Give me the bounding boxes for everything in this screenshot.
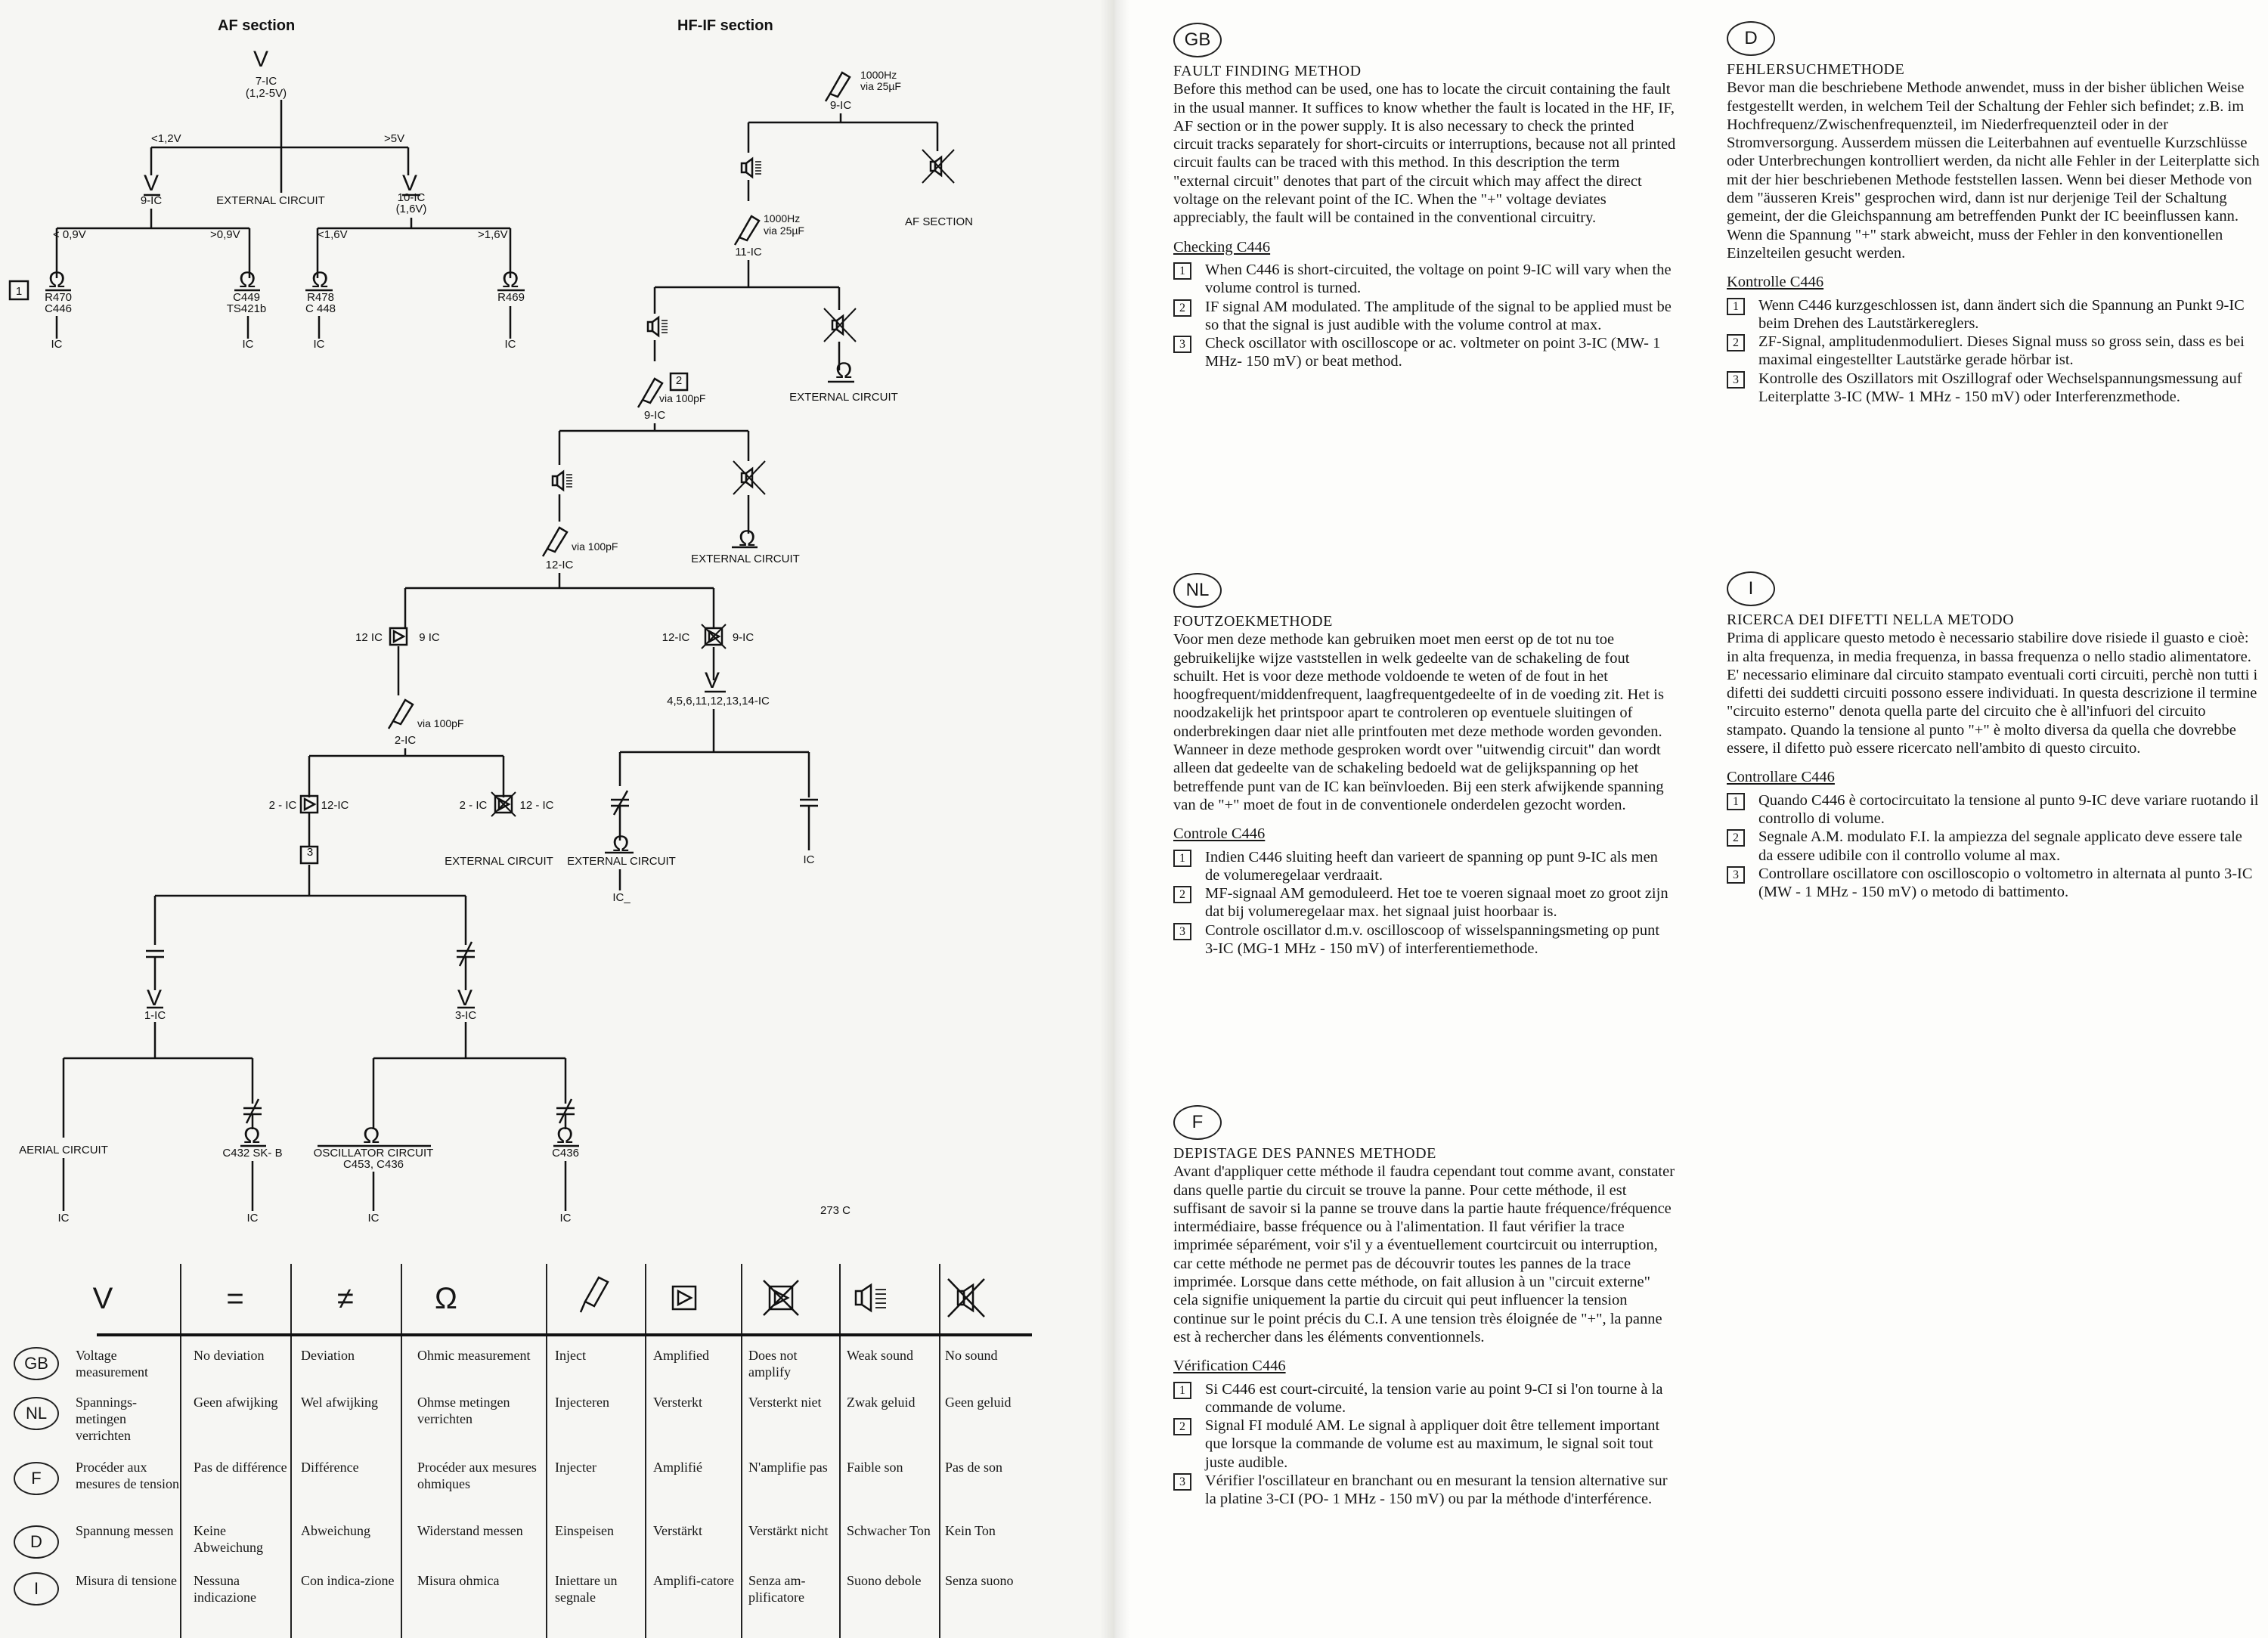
af-9ic-label: 9-IC	[140, 194, 163, 207]
legend-cell: Einspeisen	[555, 1523, 614, 1538]
legend-symbol-not-equal: ≠	[337, 1281, 354, 1315]
legend-cell: Amplified	[653, 1348, 709, 1363]
item-text: Si C446 est court-circuité, la tension varie au point 9-CI si l'on tourne à la commande de volume.	[1205, 1380, 1663, 1416]
legend-header-icons	[546, 1264, 1045, 1333]
legend-cell: Suono debole	[847, 1573, 922, 1588]
legend-row-i	[8, 1572, 1032, 1633]
lang-badge-nl-section: NL	[1173, 573, 1222, 608]
hf-9ic-amp-out: 9 IC	[419, 631, 440, 644]
hf-v-symbol-ics: V	[705, 668, 720, 693]
legend-cell: Versterkt	[653, 1395, 702, 1410]
list-item: 2 ZF-Signal, amplitudenmoduliert. Dieses Signal muss so gross sein, dass es bei maximal eingestellter Lautstärke gerade hörbar ist.	[1727, 333, 2260, 370]
hf-3ic: 3-IC	[454, 1009, 477, 1022]
lang-badge-i: I	[14, 1572, 59, 1605]
hf-ohm-ext-2: Ω	[739, 526, 756, 551]
hf-v-symbol-3ic: V	[457, 986, 473, 1011]
af-ohm-2: Ω	[239, 268, 256, 293]
hf-via25-2: via 25µF	[764, 224, 804, 237]
legend-cell: Keine Abweichung	[194, 1523, 263, 1555]
list-item: 2 Segnale A.M. modulato F.I. la ampiezza del segnale applicato deve essere tale da essere udibile con il controllo volume al max.	[1727, 828, 2260, 865]
item-text: Kontrolle des Oszillators mit Oszillograf oder Wechselspannungsmessung auf Leiterplatte 3-IC (MW- 1 MHz - 150 mV) oder Interferenzmethode.	[1758, 370, 2242, 406]
item-text: Wenn C446 kurzgeschlossen ist, dann ändert sich die Spannung an Punkt 9-IC beim Drehen des Lautstärkereglers.	[1758, 296, 2245, 332]
list-item: 1 Wenn C446 kurzgeschlossen ist, dann ändert sich die Spannung an Punkt 9-IC beim Drehen des Lautstärkereglers.	[1727, 296, 2260, 333]
af-v-symbol: V	[253, 47, 269, 72]
legend-cell: Senza suono	[945, 1573, 1014, 1588]
af-lt16-label: <1,6V	[318, 228, 348, 241]
af-gt5-label: >5V	[384, 132, 405, 145]
lang-badge-f-section: F	[1173, 1105, 1222, 1140]
list-item: 1 Quando C446 è cortocircuitato la tensione al punto 9-IC deve variare ruotando il controllo di volume.	[1727, 791, 2260, 828]
fault-finding-flow-diagram	[0, 0, 1104, 1259]
section-gb	[1173, 23, 1676, 371]
legend-cell: Kein Ton	[945, 1523, 996, 1538]
hf-9ic-2: 9-IC	[643, 409, 666, 422]
lang-badge-nl: NL	[14, 1397, 59, 1430]
hf-via100-1: via 100pF	[659, 392, 706, 404]
hf-external-4: EXTERNAL CIRCUIT	[567, 855, 676, 868]
hf-box2-number: 2	[675, 374, 683, 387]
section-title-i: RICERCA DEI DIFETTI NELLA METODO	[1727, 612, 2015, 628]
hf-v-symbol-1ic: V	[147, 986, 163, 1011]
list-item: 3 Controllare oscillatore con oscilloscopio o voltometro in alternata al punto 3-IC (MW - 1 MHz - 150 mV) o metodo di battimento.	[1727, 865, 2260, 902]
af-10ic-label: 10-IC	[397, 191, 426, 204]
section-i	[1727, 571, 2260, 901]
section-body-f: Avant d'appliquer cette méthode il faudra cependant tout comme avant, constater dans quelle partie du circuit se trouve la panne. Pour cette méthode, il est suffisant de savoir si la panne se trouve dans la partie haute fréquence/fréquence intermédiaire, basse fréquence ou à l'alimentation. Il faut vérifier la trace imprimée séparément, voir s'il y a éventuellement courtcircuit ou interruption, car cette méthode ne permet pas de découvrir toutes les pannes de la trace imprimée. Lorsque dans cette méthode, on fait allusion à un "circuit externe" cela signifie uniquement la partie du circuit qui peut influencer la tension continue sur le point précis du C.I. A une tension très éloignée de "+", la panne est à rechercher dans les éléments conventionnels.	[1173, 1163, 1675, 1345]
hf-via100-2: via 100pF	[572, 540, 618, 553]
legend-cell: No deviation	[194, 1348, 265, 1363]
hf-ohm-c436: Ω	[556, 1123, 574, 1148]
hf-aerial-circuit: AERIAL CIRCUIT	[19, 1144, 108, 1157]
hf-12ic-amp-in: 12 IC	[355, 631, 383, 644]
item-text: Segnale A.M. modulato F.I. la ampiezza del segnale applicato deve essere tale da essere udibile con il controllo volume al max.	[1758, 828, 2242, 864]
lang-badge-d: D	[14, 1525, 59, 1559]
legend-row-f	[8, 1459, 1032, 1519]
no-amplify-icon	[764, 1280, 798, 1315]
legend-symbol-ohm: Ω	[435, 1281, 457, 1315]
no-sound-icon	[948, 1279, 984, 1317]
list-item: 1 Si C446 est court-circuité, la tension varie au point 9-CI si l'on tourne à la commande de volume.	[1173, 1380, 1676, 1417]
legend-cell: Amplifié	[653, 1460, 702, 1475]
hf-1000hz-top: 1000Hz	[860, 69, 897, 81]
section-title-gb: FAULT FINDING METHOD	[1173, 63, 1362, 79]
hf-external-1: EXTERNAL CIRCUIT	[789, 391, 898, 404]
section-body-d: Bevor man die beschriebene Methode anwendet, muss in der bisher üblichen Weise festgestellt werden, in welchem Teil der Schaltung der Fehler sich befindet; z.B. im Hochfrequenz/Zwischenfrequenzteil, im Niederfrequenzteil oder in der Stromversorgung. Ausserdem müssen die Leiterbahnen auf eventuelle Kurzschlüsse oder Unterbrechungen kontrolliert werden, da nicht alle Fehler in der Leiterplatte sich mit der hier beschriebenen Methode feststellen lassen. Wenn bei dieser Methode von dem "äusseren Kreis" gesprochen wird, dann ist nur derjenige Teil der Schaltung gemeint, der die Gleichspannung am betreffenden Punkt der IC beeinflussen kann. Wenn die Spannung "+" stark abweicht, muss der Fehler in den konventionellen Einzelteilen gesucht werden.	[1727, 79, 2260, 262]
af-ohm-1: Ω	[48, 268, 66, 293]
legend-cell: Procéder aux mesures de tension	[76, 1460, 179, 1491]
hf-ic-osc: IC	[367, 1212, 380, 1225]
legend-cell: Misura di tensione	[76, 1573, 177, 1588]
section-body-nl: Voor men deze methode kan gebruiken moet men eerst op de tot nu toe gebruikelijke wijze vaststellen in welk gedeelte van de schakeling de fout schuilt. Het is voor deze methode voldoende te weten of de fout in het hoogfrequent/middenfrequent, laagfrequentgedeelte of in de voeding zit. Het is noodzakelijk het printspoor apart te controleren op eventuele sluitingen of onderbrekingen daar niet alle printfouten met deze methode worden gevonden. Wanneer in deze methode gesproken wordt over "uitwendig circuit" dan wordt alleen dat gedeelte van de schakeling bedoeld wat de gelijkspanning op het betreffende punt van de IC kan beïnvloeden. Bij een sterk afwijkende spanning van de "+" moet de fout in de conventionele onderdelen gezocht worden.	[1173, 631, 1664, 813]
hf-12ic-amp-out: 12-IC	[321, 799, 349, 812]
legend-symbol-equal: =	[226, 1281, 244, 1315]
lang-badge-f: F	[14, 1462, 59, 1495]
hf-ic-c432: IC	[246, 1212, 259, 1225]
list-item: 1 When C446 is short-circuited, the voltage on point 9-IC will vary when the volume control is turned.	[1173, 261, 1676, 298]
hf-c432: C432 SK- B	[222, 1147, 283, 1160]
legend-symbol-voltage: V	[92, 1281, 113, 1315]
item-text: ZF-Signal, amplitudenmoduliert. Dieses Signal muss so gross sein, dass es bei maximal eingestellter Lautstärke gerade hörbar ist.	[1758, 333, 2245, 369]
hf-ohm-ext-1: Ω	[835, 358, 853, 383]
af-lt09-label: < 0,9V	[53, 228, 86, 241]
af-r469: R469	[497, 291, 525, 304]
af-ic-a: IC	[51, 338, 63, 351]
legend-cell: Verstärkt	[653, 1523, 702, 1538]
legend-cell: Con indica-zione	[301, 1573, 395, 1588]
legend-cell: Différence	[301, 1460, 359, 1475]
legend-cell: Widerstand messen	[417, 1523, 523, 1538]
af-7ic-range: (1,2-5V)	[245, 87, 287, 100]
af-tree-lines	[10, 100, 525, 339]
hf-ic-underscore: IC_	[612, 891, 631, 904]
af-gt16-label: >1,6V	[478, 228, 508, 241]
af-lt12-label: <1,2V	[151, 132, 181, 145]
hf-af-section: AF SECTION	[904, 215, 974, 228]
section-f	[1173, 1105, 1676, 1509]
list-item: 1 Indien C446 sluiting heeft dan varieert de spanning op punt 9-IC als men de volumeregelaar verdraait.	[1173, 848, 1676, 885]
item-text: Indien C446 sluiting heeft dan varieert de spanning op punt 9-IC als men de volumeregelaar verdraait.	[1205, 848, 1658, 884]
section-title-nl: FOUTZOEKMETHODE	[1173, 613, 1333, 630]
check-title-i: Controllare C446	[1727, 769, 1835, 786]
af-gt09-label: >0,9V	[210, 228, 240, 241]
legend-cell: Ohmic measurement	[417, 1348, 531, 1363]
amplifier-icon	[673, 1287, 696, 1309]
legend-cell: N'amplifie pas	[748, 1460, 828, 1475]
legend-row-nl	[8, 1394, 1032, 1454]
hf-2ic: 2-IC	[394, 734, 417, 747]
hf-heading: HF-IF section	[677, 17, 773, 34]
hf-9ic-ampx-out: 9-IC	[732, 631, 754, 644]
section-title-d: FEHLERSUCHMETHODE	[1727, 61, 1905, 78]
af-c446: C446	[45, 302, 72, 315]
hf-box3-number: 3	[306, 846, 314, 859]
hf-12ic: 12-IC	[545, 559, 574, 571]
hf-external-2: EXTERNAL CIRCUIT	[691, 553, 800, 565]
legend-cell: Pas de différence	[194, 1460, 287, 1475]
hf-1000hz-2: 1000Hz	[764, 212, 801, 224]
list-item: 2 MF-signaal AM gemoduleerd. Het toe te voeren signaal moet zo groot zijn dat bij volumeregelaar max. het signaal juist hoorbaar is.	[1173, 884, 1676, 921]
hf-ohm-osc: Ω	[363, 1123, 380, 1148]
hf-ic-aerial: IC	[57, 1212, 70, 1225]
hf-ohm-c432: Ω	[243, 1123, 261, 1148]
check-title-gb: Checking C446	[1173, 238, 1271, 255]
legend-cell: Wel afwijking	[301, 1395, 379, 1410]
legend-cell: Versterkt niet	[748, 1395, 822, 1410]
hf-external-3: EXTERNAL CIRCUIT	[445, 855, 553, 868]
hf-ics-list: 4,5,6,11,12,13,14-IC	[667, 695, 770, 708]
af-ic-b: IC	[242, 338, 254, 351]
list-item: 3 Kontrolle des Oszillators mit Oszillograf oder Wechselspannungsmessung auf Leiterplatte 3-IC (MW- 1 MHz - 150 mV) oder Interferenzmethode.	[1727, 370, 2260, 407]
item-text: Controle oscillator d.m.v. oscilloscoop of wisselspanningsmeting op punt 3-IC (MG-1 MHz - 150 mV) of interferentiemethode.	[1205, 921, 1660, 958]
legend-cell: Spannung messen	[76, 1523, 174, 1538]
list-item: 2 Signal FI modulé AM. Le signal à appliquer doit être tellement important que lorsque la commande de volume est au maximum, le signal soit tout juste audible.	[1173, 1417, 1676, 1472]
hf-2ic-amp-in: 2 - IC	[268, 799, 297, 812]
item-text: Vérifier l'oscillateur en branchant ou en mesurant la tension alternative sur la platine 3-CI (PO- 1 MHz - 150 mV) ou par la méthode d'interférence.	[1205, 1472, 1668, 1508]
legend-cell: Injecter	[555, 1460, 596, 1475]
legend-cell: Voltage measurement	[76, 1348, 148, 1379]
legend-cell: Iniettare un segnale	[555, 1573, 618, 1605]
legend-cell: Zwak geluid	[847, 1395, 916, 1410]
hf-tree-lines	[64, 73, 954, 1211]
legend-cell: Pas de son	[945, 1460, 1002, 1475]
section-body-gb: Before this method can be used, one has to locate the circuit containing the fault in the usual manner. It suffices to know whether the fault is located in the HF, IF, AF section or in the power supply. It is also necessary to check the printed circuit tracks separately for short-circuits or interruptions, because not all printed circuit faults can be traced with this method. In this description the term "external circuit" denotes that part of the circuit which may affect the direct voltage on the relevant point of the IC. When the "+" voltage deviates appreciably, the fault will be contained in the conventional circuitry.	[1173, 81, 1676, 227]
legend-cell: Amplifi-catore	[653, 1573, 734, 1588]
list-item: 3 Vérifier l'oscillateur en branchant ou en mesurant la tension alternative sur la platine 3-CI (PO- 1 MHz - 150 mV) ou par la méthode d'interférence.	[1173, 1472, 1676, 1509]
hf-via100-3: via 100pF	[417, 717, 464, 729]
list-item: 3 Controle oscillator d.m.v. oscilloscoop of wisselspanningsmeting op punt 3-IC (MG-1 MHz - 150 mV) of interferentiemethode.	[1173, 921, 1676, 958]
book-gutter	[1100, 0, 1130, 1638]
legend-cell: Schwacher Ton	[847, 1523, 931, 1538]
item-text: IF signal AM modulated. The amplitude of the signal to be applied must be so that the signal is just audible with the volume control at max.	[1205, 298, 1672, 333]
af-ohm-3: Ω	[311, 268, 329, 293]
section-d	[1727, 21, 2260, 406]
item-text: Controllare oscillatore con oscilloscopio o voltometro in alternata al punto 3-IC (MW - 1 MHz - 150 mV) o metodo di battimento.	[1758, 865, 2253, 901]
lang-badge-gb-section: GB	[1173, 23, 1222, 57]
legend-cell: Geen afwijking	[194, 1395, 278, 1410]
item-text: Check oscillator with oscilloscope or ac. voltmeter on point 3-IC (MW- 1 MHz- 150 mV) or beat method.	[1205, 335, 1661, 370]
item-text: Quando C446 è cortocircuitato la tensione al punto 9-IC deve variare ruotando il controllo di volume.	[1758, 791, 2259, 827]
hf-via25-top: via 25µF	[860, 80, 901, 92]
af-10ic-voltage: (1,6V)	[395, 203, 427, 215]
af-box1-number: 1	[15, 285, 23, 298]
item-text: When C446 is short-circuited, the voltage on point 9-IC will vary when the volume control is turned.	[1205, 261, 1672, 297]
check-title-d: Kontrolle C446	[1727, 274, 1824, 291]
legend-cell: Misura ohmica	[417, 1573, 500, 1588]
af-r478: R478	[307, 291, 334, 304]
legend-cell: Inject	[555, 1348, 586, 1363]
inject-probe-icon	[581, 1277, 608, 1312]
hf-ic-c436: IC	[559, 1212, 572, 1225]
section-nl	[1173, 573, 1676, 958]
legend-cell: Abweichung	[301, 1523, 370, 1538]
af-external-circuit: EXTERNAL CIRCUIT	[216, 194, 325, 207]
af-ts421b: TS421b	[226, 302, 267, 315]
check-title-f: Vérification C446	[1173, 1358, 1286, 1375]
legend-cell: Faible son	[847, 1460, 903, 1475]
check-title-nl: Controle C446	[1173, 825, 1266, 843]
lang-badge-i-section: I	[1727, 571, 1775, 606]
section-body-i: Prima di applicare questo metodo è necessario stabilire dove risiede il guasto e cioè: in alta frequenza, in media frequenza, in bassa frequenza o nello stadio alimentatore. E' necessario eliminare dal circuito stampato eventuali corti circuiti, perchè non tutti i difetti dei suddetti circuiti possono essere individuati. In questa descrizione il termine "circuito esterno" denota quella parte del circuito che è all'infuori del circuito stampato. Quando la tensione al punto "+" è molto diversa da quella che dovrebbe essere, il difetto può essere ricercato nell'ambito di questo circuito.	[1727, 630, 2258, 757]
hf-c436: C436	[552, 1147, 579, 1160]
list-item: 2 IF signal AM modulated. The amplitude of the signal to be applied must be so that the signal is just audible with the volume control at max.	[1173, 298, 1676, 335]
legend-cell: Weak sound	[847, 1348, 914, 1363]
legend-cell: Verstärkt nicht	[748, 1523, 829, 1538]
legend-cell: Procéder aux mesures ohmiques	[417, 1460, 537, 1491]
af-heading: AF section	[218, 17, 296, 34]
legend-cell: Injecteren	[555, 1395, 609, 1410]
weak-sound-icon	[856, 1285, 886, 1311]
af-9ic-v-symbol: V	[144, 171, 160, 196]
legend-cell: Geen geluid	[945, 1395, 1012, 1410]
legend-cell: Spannings-metingen verrichten	[76, 1395, 137, 1443]
hf-1ic: 1-IC	[144, 1009, 166, 1022]
legend-cell: No sound	[945, 1348, 998, 1363]
lang-badge-d-section: D	[1727, 21, 1775, 56]
hf-12ic-ampx-out: 12 - IC	[519, 799, 554, 812]
af-c448: C 448	[305, 302, 336, 315]
hf-11ic: 11-IC	[735, 246, 762, 259]
hf-9ic-top: 9-IC	[829, 99, 852, 112]
hf-12ic-ampx-in: 12-IC	[662, 631, 690, 644]
af-ohm-4: Ω	[502, 268, 519, 293]
hf-ic-right: IC	[803, 853, 815, 866]
legend-cell: Does not amplify	[748, 1348, 798, 1379]
hf-c453-c436: C453, C436	[342, 1158, 404, 1171]
hf-ohm-ext-4: Ω	[612, 831, 630, 856]
af-c449: C449	[233, 291, 260, 304]
af-r470: R470	[45, 291, 72, 304]
af-ic-d: IC	[504, 338, 516, 351]
legend-cell: Ohmse metingen verrichten	[417, 1395, 510, 1426]
legend-cell: Deviation	[301, 1348, 355, 1363]
page-code: 273 C	[820, 1204, 851, 1217]
section-title-f: DEPISTAGE DES PANNES METHODE	[1173, 1145, 1436, 1162]
af-7ic-label: 7-IC	[255, 75, 277, 88]
af-ic-c: IC	[313, 338, 325, 351]
item-text: MF-signaal AM gemoduleerd. Het toe te voeren signaal moet zo groot zijn dat bij volumeregelaar max. het signaal juist hoorbaar is.	[1205, 885, 1668, 921]
af-10ic-v-symbol: V	[402, 171, 418, 196]
item-text: Signal FI modulé AM. Le signal à appliquer doit être tellement important que lorsque la commande de volume est au maximum, le signal soit tout juste audible.	[1205, 1417, 1660, 1471]
hf-oscillator-circuit: OSCILLATOR CIRCUIT	[313, 1147, 434, 1160]
lang-badge-gb: GB	[14, 1347, 59, 1380]
list-item: 3 Check oscillator with oscilloscope or ac. voltmeter on point 3-IC (MW- 1 MHz- 150 mV) or beat method.	[1173, 334, 1676, 371]
legend-cell: Nessuna indicazione	[194, 1573, 256, 1605]
hf-2ic-ampx-in: 2 - IC	[459, 799, 488, 812]
legend-cell: Senza am-plificatore	[748, 1573, 806, 1605]
